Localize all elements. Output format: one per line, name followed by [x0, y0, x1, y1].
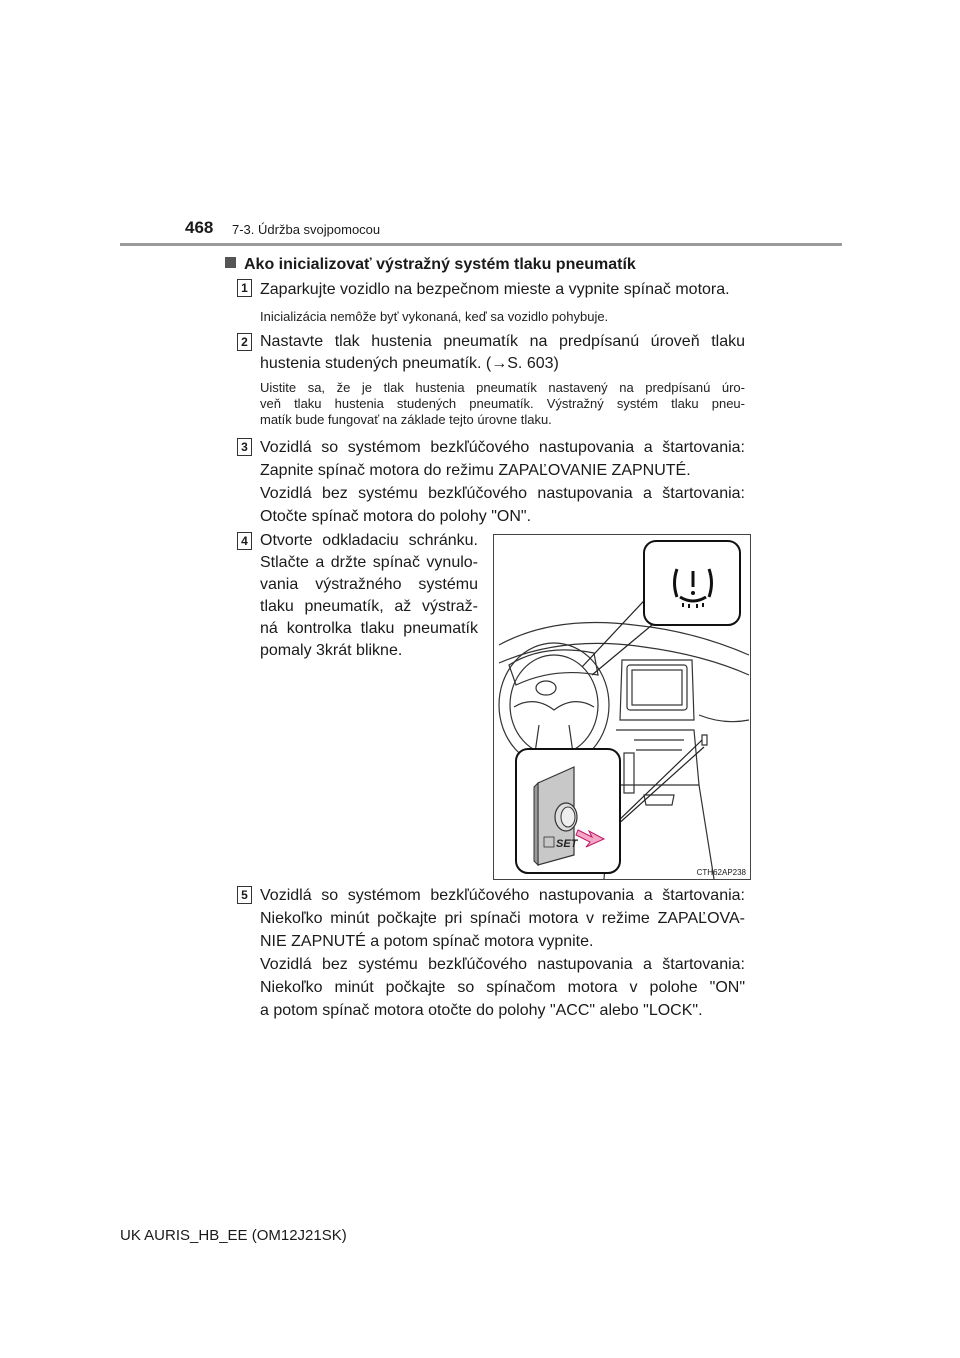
step-2-note-line: matík bude fungovať na základe tejto úrovne tlaku. — [260, 412, 552, 427]
step-4-line: ná kontrolka tlaku pneumatík — [260, 620, 478, 637]
step-5-line: Niekoľko minút počkajte pri spínači motora v režime ZAPAĽOVA- — [260, 910, 745, 927]
step-5-line: Vozidlá bez systému bezkľúčového nastupovania a štartovania: — [260, 956, 745, 973]
header-rule — [120, 243, 842, 246]
step-4-text — [260, 530, 478, 662]
set-button-drawing — [534, 767, 579, 865]
step-2-text — [260, 331, 745, 375]
figure-code: CTH62AP238 — [696, 868, 746, 877]
step-5-line: Niekoľko minút počkajte so spínačom motora v polohe "ON" — [260, 979, 745, 996]
step-4-line: tlaku pneumatík, až výstraž- — [260, 598, 478, 615]
step-number-1: 1 — [237, 279, 252, 297]
dashboard-illustration — [493, 534, 751, 880]
section-heading — [225, 256, 636, 274]
step-4-line: Otvorte odkladaciu schránku. — [260, 532, 478, 549]
step-2-note-line: Uistite sa, že je tlak hustenia pneumatík nastavený na predpísanú úro- — [260, 380, 745, 395]
step-2-note-line: veň tlaku hustenia studených pneumatík. Výstražný systém tlaku pneu- — [260, 396, 745, 411]
step-number-3: 3 — [237, 438, 252, 456]
step-5-text — [260, 884, 745, 1022]
step-4-line: vania výstražného systému — [260, 576, 478, 593]
step-1-text: Zaparkujte vozidlo na bezpečnom mieste a vypnite spínač motora. — [260, 281, 730, 298]
section-title: 7-3. Údržba svojpomocou — [232, 222, 381, 237]
step-5-line: NIE ZAPNUTÉ a potom spínač motora vypnite. — [260, 933, 594, 950]
set-button-label: SET — [556, 838, 578, 850]
step-2-note — [260, 380, 745, 428]
step-3-line: Zapnite spínač motora do režimu ZAPAĽOVANIE ZAPNUTÉ. — [260, 462, 691, 479]
step-number-4: 4 — [237, 532, 252, 550]
step-number-2: 2 — [237, 333, 252, 351]
step-5-line: Vozidlá so systémom bezkľúčového nastupovania a štartovania: — [260, 887, 745, 904]
step-3-line: Otočte spínač motora do polohy "ON". — [260, 508, 532, 525]
step-5-line: a potom spínač motora otočte do polohy "ACC" alebo "LOCK". — [260, 1002, 703, 1019]
square-bullet-icon — [225, 257, 236, 268]
step-1-note: Inicializácia nemôže byť vykonaná, keď sa vozidlo pohybuje. — [260, 309, 609, 324]
step-3-line: Vozidlá bez systému bezkľúčového nastupovania a štartovania: — [260, 485, 745, 502]
step-4-line: pomaly 3krát blikne. — [260, 642, 403, 659]
step-3-line: Vozidlá so systémom bezkľúčového nastupovania a štartovania: — [260, 439, 745, 456]
dashboard-drawing — [494, 535, 750, 879]
step-number-5: 5 — [237, 886, 252, 904]
step-3-text — [260, 436, 745, 528]
footer-model-code: UK AURIS_HB_EE (OM12J21SK) — [120, 1227, 347, 1244]
step-4-line: Stlačte a držte spínač vynulo- — [260, 554, 478, 571]
page-number: 468 — [185, 218, 214, 237]
heading-text: Ako inicializovať výstražný systém tlaku pneumatík — [244, 256, 636, 273]
step-2-line: hustenia studených pneumatík. (→S. 603) — [260, 355, 559, 372]
step-2-line: Nastavte tlak hustenia pneumatík na predpísanú úroveň tlaku — [260, 333, 745, 350]
